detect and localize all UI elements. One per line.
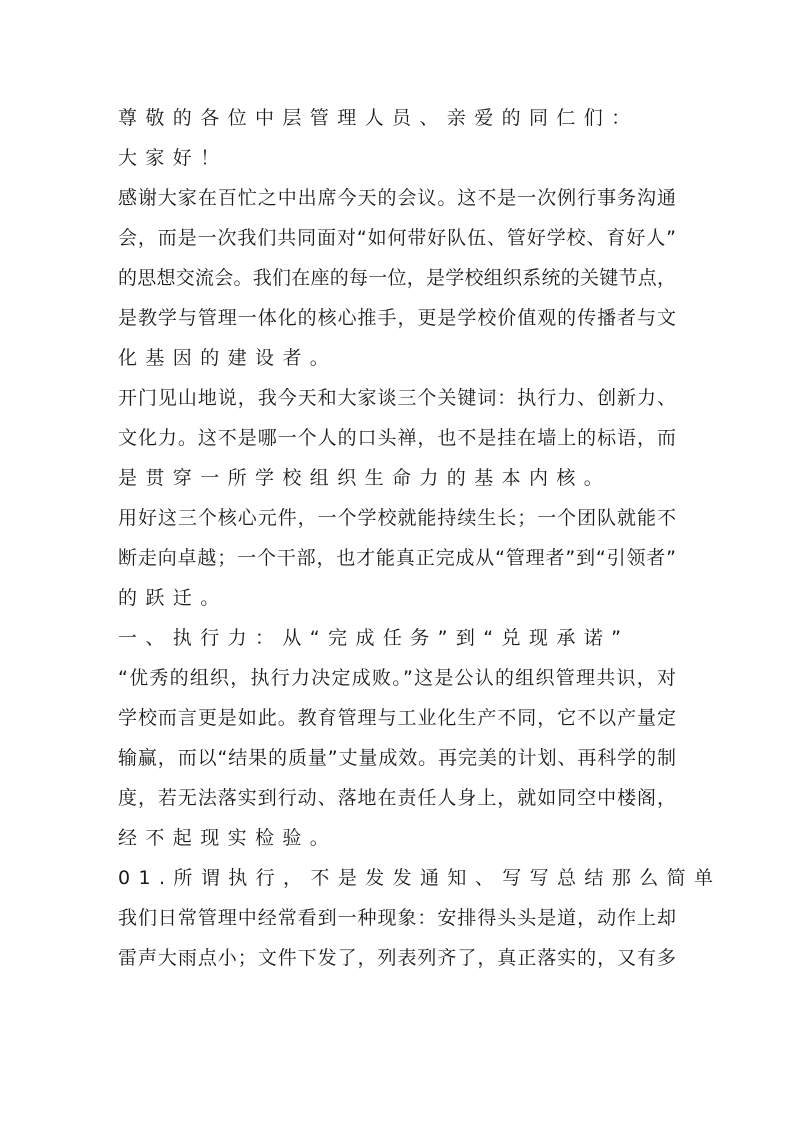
paragraph	[118, 384, 676, 504]
text-line: 我们日常管理中经常看到一种现象：安排得头头是道，动作上却	[118, 907, 676, 929]
paragraph	[118, 504, 676, 624]
text-line: 度，若无法落实到行动、落地在责任人身上，就如同空中楼阁，	[118, 787, 676, 809]
paragraph	[118, 184, 676, 384]
text-line: 断走向卓越；一个干部，也才能真正完成从“管理者”到“引领者”	[118, 547, 676, 569]
text-line: 01.所谓执行，不是发发通知、写写总结那么简单	[118, 867, 722, 889]
text-line: 雷声大雨点小；文件下发了，列表列齐了，真正落实的，又有多	[118, 947, 676, 969]
text-line: 感谢大家在百忙之中出席今天的会议。这不是一次例行事务沟通	[118, 187, 676, 209]
text-line: 一、执行力：从“完成任务”到“兑现承诺”	[118, 627, 630, 649]
text-line: 是贯穿一所学校组织生命力的基本内核。	[118, 467, 612, 489]
text-line: 会，而是一次我们共同面对“如何带好队伍、管好学校、育好人”	[118, 227, 676, 249]
text-line: 大家好！	[118, 147, 228, 169]
paragraph	[118, 104, 676, 144]
section-heading	[118, 624, 676, 664]
text-line: 文化力。这不是哪一个人的口头禅，也不是挂在墙上的标语，而	[118, 427, 676, 449]
text-line: 是教学与管理一体化的核心推手，更是学校价值观的传播者与文	[118, 307, 676, 329]
text-line: 学校而言更是如此。教育管理与工业化生产不同，它不以产量定	[118, 707, 676, 729]
text-line: 的思想交流会。我们在座的每一位，是学校组织系统的关键节点，	[118, 267, 676, 289]
text-line: 化基因的建设者。	[118, 347, 338, 369]
text-line: 开门见山地说，我今天和大家谈三个关键词：执行力、创新力、	[118, 387, 676, 409]
paragraph	[118, 664, 676, 864]
document-body	[118, 104, 722, 984]
section-heading	[118, 864, 722, 904]
text-line: “优秀的组织，执行力决定成败。”这是公认的组织管理共识，对	[118, 667, 676, 689]
text-line: 经不起现实检验。	[118, 827, 338, 849]
text-line: 输赢，而以“结果的质量”丈量成效。再完美的计划、再科学的制	[118, 747, 676, 769]
text-line: 用好这三个核心元件，一个学校就能持续生长；一个团队就能不	[118, 507, 676, 529]
paragraph	[118, 904, 676, 984]
text-line: 的跃迁。	[118, 587, 228, 609]
paragraph	[118, 144, 676, 184]
text-line: 尊敬的各位中层管理人员、亲爱的同仁们：	[118, 107, 639, 129]
